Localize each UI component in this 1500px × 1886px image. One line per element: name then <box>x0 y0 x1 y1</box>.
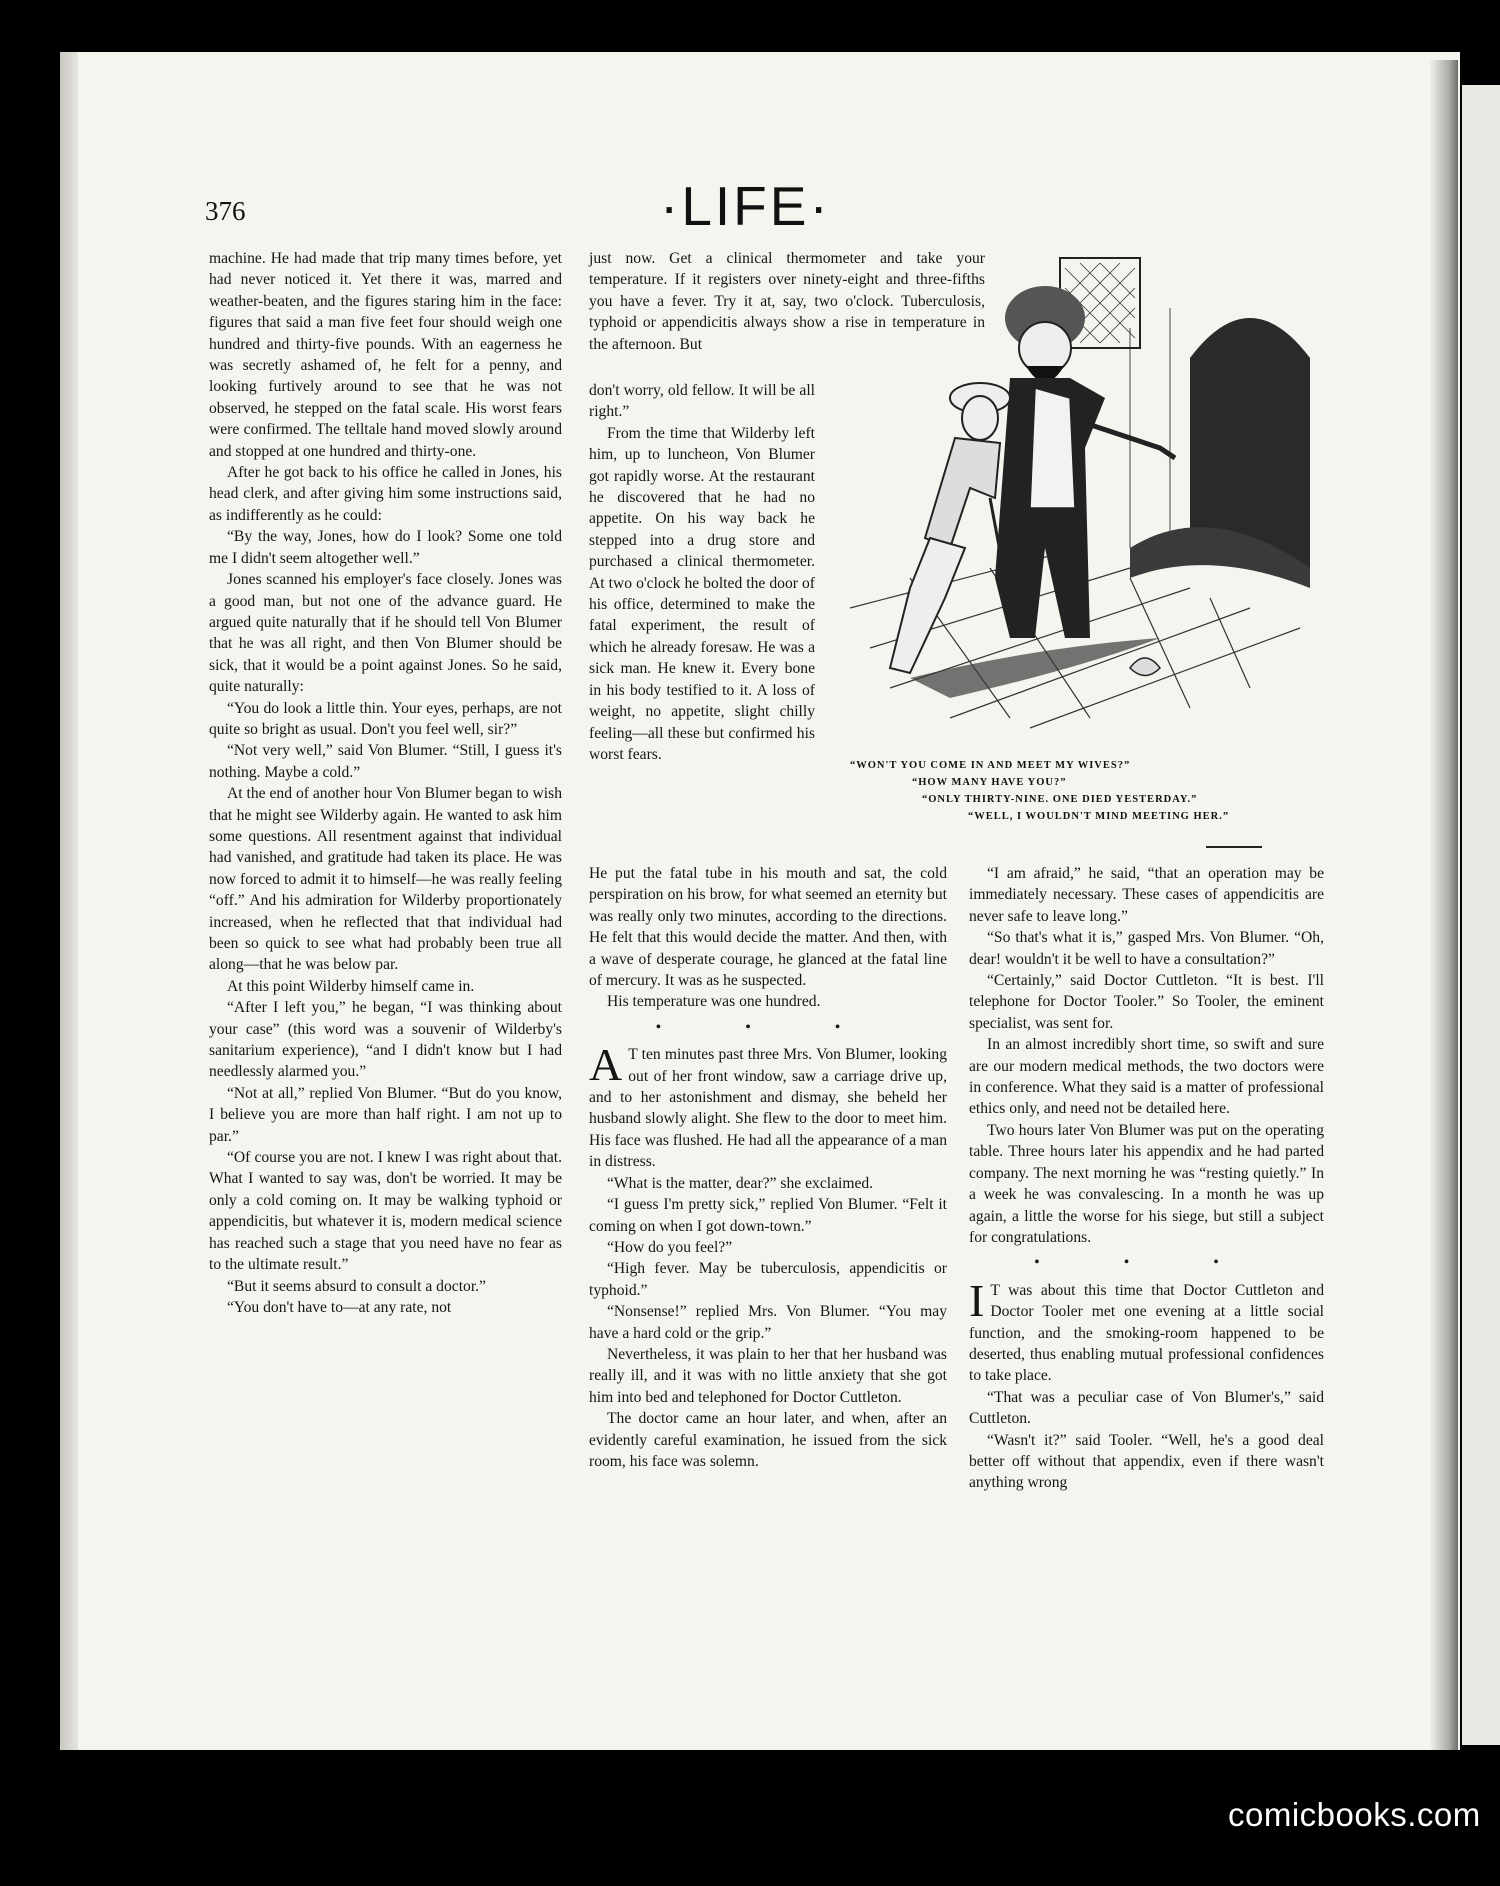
paragraph <box>969 1274 1324 1387</box>
paragraph: “How do you feel?” <box>607 1238 733 1256</box>
section-break: • • • <box>655 1018 881 1036</box>
paragraph: “Not at all,” replied Von Blumer. “But do you know, I believe you are more than half right. I am not up to par.” <box>209 1084 562 1145</box>
column-2-narrow <box>589 380 815 765</box>
paragraph: “After I left you,” he began, “I was thinking about your case” (this word was a souvenir of Wilderby's sanitarium experience), “and I didn't know but I had needlessly alarmed you.” <box>209 999 562 1081</box>
scan-border <box>0 0 1500 52</box>
paragraph: The doctor came an hour later, and when, after an evidently careful examination, he issued from the sick room, his face was solemn. <box>589 1410 947 1470</box>
caption-line: “ONLY THIRTY-NINE. ONE DIED YESTERDAY.” <box>922 794 1198 805</box>
masthead-title: ·LIFE· <box>660 175 831 237</box>
paragraph: “I am afraid,” he said, “that an operation may be immediately necessary. These cases of appendicitis are never safe to leave long.” <box>969 865 1324 925</box>
caption-line: “WON'T YOU COME IN AND MEET MY WIVES?” <box>850 760 1131 771</box>
paragraph <box>589 1039 947 1172</box>
paragraph: “You do look a little thin. Your eyes, perhaps, are not quite so bright as usual. Don't you feel well, sir?” <box>209 699 562 738</box>
paragraph: “Certainly,” said Doctor Cuttleton. “It is best. I'll telephone for Doctor Tooler.” So Tooler, the eminent specialist, was sent for. <box>969 972 1324 1032</box>
paragraph: He put the fatal tube in his mouth and sat, the cold perspiration on his brow, for what seemed an eternity but was really only two minutes, according to the directions. He felt that this would decide the matter. And then, with a wave of desperate courage, he glanced at the fatal line of mercury. It was as he suspected. <box>589 865 947 990</box>
paragraph: From the time that Wilderby left him, up to luncheon, Von Blumer got rapidly worse. At the restaurant he discovered that he had no appetite. On his way back he stepped into a drug store and purchased a clinical thermometer. At two o'clock he bolted the door of his office, determined to make the fatal experiment, the result of which he already foresaw. He was a sick man. He knew it. Every bone in his body testified to it. A loss of weight, no appetite, slight chilly feeling—all these but confirmed his worst fears. <box>589 424 815 763</box>
page-number: 376 <box>205 196 246 226</box>
paragraph: “Nonsense!” replied Mrs. Von Blumer. “You may have a hard cold or the grip.” <box>589 1303 947 1342</box>
paragraph: “You don't have to—at any rate, not <box>227 1298 452 1316</box>
adjacent-page-strip <box>1462 85 1500 1745</box>
drop-cap: A <box>589 1039 623 1091</box>
page-gutter-shadow <box>1430 60 1458 1750</box>
column-2-bottom <box>589 863 947 1472</box>
paragraph: After he got back to his office he called in Jones, his head clerk, and after giving him some instructions said, as indifferently as he could: <box>209 464 562 524</box>
paragraph: “So that's what it is,” gasped Mrs. Von Blumer. “Oh, dear! wouldn't it be well to have a consultation?” <box>969 929 1324 968</box>
paragraph: machine. He had made that trip many times before, yet had never noticed it. Yet there it was, marred and weather-beaten, and the figures staring him in the face: figures that said a man five feet four should weigh one hundred and thirty-five pounds. With an eagerness he was secretly ashamed of, he felt for a penny, and looking furtively around to see that he was not observed, he stepped on the fatal scale. His worst fears were confirmed. The telltale hand moved slowly around and stopped at one hundred and thirty-one. <box>209 250 562 460</box>
illustration-caption <box>850 757 1330 825</box>
column-3 <box>969 863 1324 1494</box>
paragraph-text: T was about this time that Doctor Cuttleton and Doctor Tooler met one evening at a little social function, and the smoking-room happened to be deserted, thus enabling mutual professional confidences to take place. <box>969 1281 1324 1385</box>
section-break: • • • <box>1034 1254 1259 1272</box>
drop-cap: I <box>969 1274 985 1326</box>
paragraph: “That was a peculiar case of Von Blumer's,” said Cuttleton. <box>969 1388 1324 1428</box>
cartoon-illustration <box>830 248 1330 738</box>
paragraph: just now. Get a clinical thermometer and take your temperature. If it registers over ninety-eight and three-fifths you have a fever. Try it at, say, two o'clock. Tuberculosis, typhoid or appendicitis always show a rise in temperature in the afternoon. But <box>589 250 985 353</box>
paragraph: “Wasn't it?” said Tooler. “Well, he's a good deal better off without that appendix, even if there wasn't anything wrong <box>969 1431 1324 1492</box>
paragraph: “I guess I'm pretty sick,” replied Von Blumer. “Felt it coming on when I got down-town.” <box>589 1196 947 1235</box>
paragraph: At this point Wilderby himself came in. <box>227 977 475 995</box>
paragraph: Jones scanned his employer's face closely. Jones was a good man, but not one of the advance guard. He argued quite naturally that if he should tell Von Blumer that he was all right, and then Von Blumer should be sick, that it would be a point against Jones. So he said, quite naturally: <box>209 571 562 696</box>
paragraph: “High fever. May be tuberculosis, appendicitis or typhoid.” <box>589 1260 947 1299</box>
paragraph: In an almost incredibly short time, so swift and sure are our modern medical methods, the two doctors were in conference. What they said is a matter of professional ethics only, and need not be detailed here. <box>969 1036 1324 1118</box>
caption-line: “WELL, I WOULDN'T MIND MEETING HER.” <box>968 811 1230 822</box>
paragraph: “By the way, Jones, how do I look? Some one told me I didn't seem altogether well.” <box>209 528 562 567</box>
paragraph: Nevertheless, it was plain to her that her husband was really ill, and it was with no little anxiety that she got him into bed and telephoned for Doctor Cuttleton. <box>589 1345 947 1406</box>
paragraph: His temperature was one hundred. <box>607 993 821 1011</box>
paragraph: “Not very well,” said Von Blumer. “Still, I guess it's nothing. Maybe a cold.” <box>209 742 562 781</box>
paragraph: At the end of another hour Von Blumer began to wish that he might see Wilderby again. He wanted to ask him some questions. All resentment against that individual had vanished, and gratitude had taken its place. He was now forced to admit it to himself—he was really feeling “off.” And his admiration for Wilderby proportionately increased, when he reflected that that individual had been so quick to see what had probably been true all along—that he was below par. <box>209 785 562 974</box>
watermark: comicbooks.com <box>1228 1796 1481 1833</box>
paragraph: “But it seems absurd to consult a doctor.” <box>227 1277 486 1295</box>
paragraph: Two hours later Von Blumer was put on the operating table. Three hours later his appendix and he had parted company. The next morning he was “resting quietly.” In a week he was convalescing. In a month he was up again, a little the worse for his siege, but still a subject for congratulations. <box>969 1121 1324 1246</box>
paragraph: “Of course you are not. I knew I was right about that. What I wanted to say was, don't be worried. It may be only a cold coming on. It may be walking typhoid or appendicitis, but whatever it is, modern medical science has reached such a stage that you need have no fear as to the ultimate result.” <box>209 1149 562 1274</box>
paragraph: don't worry, old fellow. It will be all right.” <box>589 382 815 421</box>
paragraph: “What is the matter, dear?” she exclaimed. <box>607 1174 874 1192</box>
caption-line: “HOW MANY HAVE YOU?” <box>912 777 1067 788</box>
caption-rule <box>1206 846 1262 848</box>
paragraph-text: T ten minutes past three Mrs. Von Blumer, looking out of her front window, saw a carriage drive up, and to her astonishment and dismay, she beheld her husband slowly alight. She flew to the door to meet him. His face was flushed. He had all the appearance of a man in distress. <box>589 1046 947 1171</box>
column-1 <box>209 248 562 1318</box>
